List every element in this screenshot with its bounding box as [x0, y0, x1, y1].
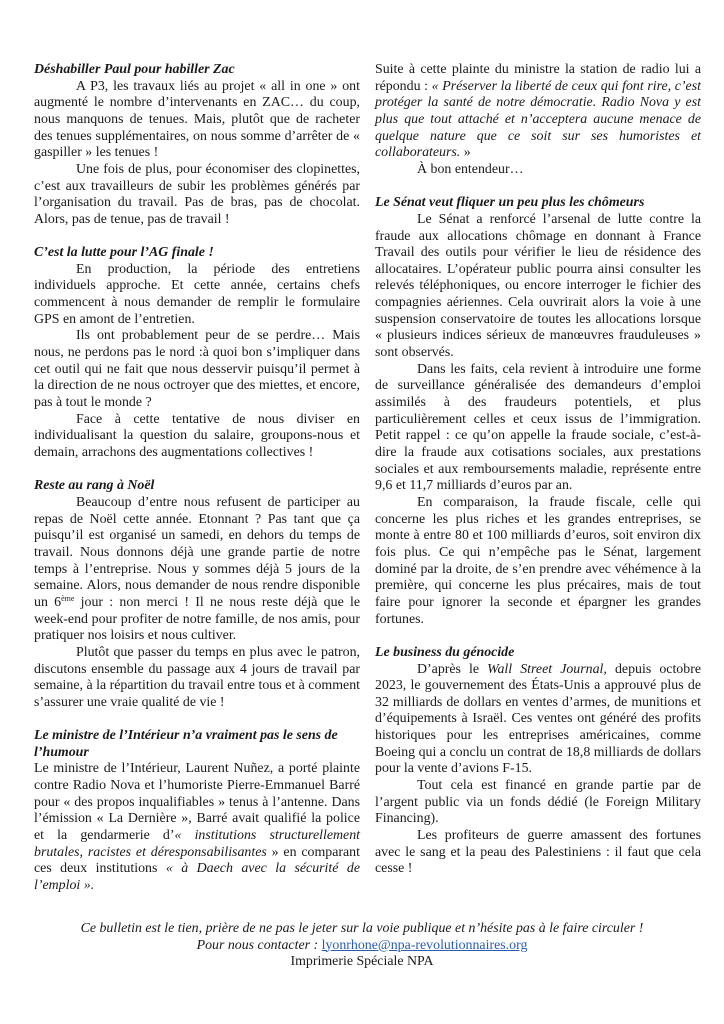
article-paragraph: Une fois de plus, pour économiser des clopinettes, c’est aux travailleurs de subir les problèmes générés par l’organisation du travail. Pas de bras, pas de chocolat. Alors, pas de tenue, pas de travail !	[34, 161, 360, 227]
article-ag-finale	[34, 245, 360, 462]
article-continuation-radio-nova	[375, 62, 701, 179]
article-title: Reste au rang à Noël	[34, 478, 155, 494]
text-segment: D’après le	[417, 661, 488, 677]
article-paragraph	[375, 662, 701, 779]
quote: « institutions structurellement brutales, racistes et déresponsabilisantes	[34, 828, 360, 860]
article-paragraph	[375, 62, 701, 162]
article-title: Le Sénat veut fliquer un peu plus les chômeurs	[375, 195, 645, 211]
article-title: C’est la lutte pour l’AG finale !	[34, 245, 214, 261]
left-column	[34, 62, 360, 911]
footer-contact	[0, 938, 724, 955]
article-business-genocide	[375, 645, 701, 878]
article-paragraph: Les profiteurs de guerre amassent des fortunes avec le sang et la peau des Palestiniens : il faut que cela cesse !	[375, 828, 701, 877]
article-paragraph: A P3, les travaux liés au projet « all in one » ont augmenté le nombre d’intervenants en ZAC… du coup, nous manquons de tenues. Mais, plutôt que de racheter des tenues supplémentaires, on nous somme d’arrêter de « gaspiller » les tenues !	[34, 78, 360, 161]
text-segment: » en comparant ces deux institutions	[34, 844, 360, 877]
article-deshabiller-paul	[34, 62, 360, 229]
article-paragraph: Le Sénat a renforcé l’arsenal de lutte contre la fraude aux allocations chômage en donnant à France Travail des outils pour vérifier le lieu de résidence des allocataires. L’opérateur public pourra ainsi consulter les relevés téléphoniques, ou encore interroger le fichier des compagnies aériennes. Cela ouvrirait alors la voie à une suspension conservatoire de toutes les allocations lorsque « plusieurs indices sérieux de manœuvres frauduleuses » sont observés.	[375, 211, 701, 361]
article-paragraph: Face à cette tentative de nous diviser en individualisant la question du salaire, groupons-nous et demain, arrachons des augmentations collectives !	[34, 411, 360, 461]
article-paragraph: Plutôt que passer du temps en plus avec le patron, discutons ensemble du passage aux 4 jours de travail par semaine, à la répartition du travail entre tous et à comment s’assurer une vraie qualité de vie !	[34, 644, 360, 710]
text-segment: Suite à cette plainte du ministre la station de radio lui a répondu :	[375, 62, 701, 94]
footer-printer: Imprimerie Spéciale NPA	[290, 954, 434, 969]
article-senat-chomeurs	[375, 195, 701, 628]
text-segment: jour : non merci ! Il ne nous reste déjà que le week-end pour profiter de notre famille, de nos amis, pour pratiquer nos loisirs et nous cultiver.	[34, 594, 361, 644]
article-title: Le ministre de l’Intérieur n’a vraiment pas le sens de l’humour	[34, 728, 338, 760]
article-paragraph: À bon entendeur…	[417, 161, 524, 177]
contact-label: Pour nous contacter :	[196, 937, 322, 953]
right-column	[375, 62, 701, 895]
article-paragraph: Ils ont probablement peur de se perdre… Mais nous, ne perdons pas le nord :à quoi bon s’impliquer dans cet outil qui ne fait que nous desservir puisqu’il permet à la direction de ne nous octroyer que des miettes, et encore, pas à tout le monde ?	[34, 328, 360, 411]
article-paragraph: En production, la période des entretiens individuels approche. Et cette année, certains chefs commencent à nous demander de remplir le formulaire GPS en amont de l’entretien.	[34, 261, 360, 327]
text-segment: , depuis octobre 2023, le gouvernement des États-Unis a approuvé plus de 32 milliards de dollars en ventes d’armes, de munitions et d’équipements à Israël. Ces ventes ont généré des profits historiques pour les entreprises américaines, comme Boeing qui a conclu un contrat de 18,8 milliards de dollars pour la vente d’avions F-15.	[375, 661, 701, 777]
contact-email-link[interactable]: lyonrhone@npa-revolutionnaires.org	[321, 937, 528, 953]
article-reste-au-rang	[34, 478, 360, 711]
footer-notice: Ce bulletin est le tien, prière de ne pas le jeter sur la voie publique et n’hésite pas à le faire circuler !	[80, 921, 644, 936]
publication-name: Wall Street Journal	[487, 661, 604, 677]
text-segment: »	[460, 145, 471, 161]
text-segment: Beaucoup d’entre nous refusent de participer au repas de Noël cette année. Etonnant ? Pas tant que ça puisqu’il est organisé un samedi, en dehors du temps de travail. Nous donnons déjà une grande partie de notre temps à l’entreprise. Nous y sommes déjà 5 jours de la semaine. Alors, nous demander de nous rendre disponible un 6	[34, 494, 360, 610]
quote: « à Daech avec la sécurité de l’emploi ».	[34, 861, 361, 893]
quote: « Préserver la liberté de ceux qui font rire, c’est protéger la santé de notre démocratie. Radio Nova y est plus que tout attaché et n’acceptera aucune menace de quelque nature que ce soit sur ses humoristes et collaborateurs.	[375, 78, 701, 161]
article-title: Le business du génocide	[375, 644, 515, 660]
article-paragraph: Dans les faits, cela revient à introduire une forme de surveillance généralisée des demandeurs d’emploi assimilés à des fraudeurs potentiels, et plus particulièrement celles et ceux issus de l’immigration. Petit rappel : ce qu’on appelle la fraude sociale, c’est-à-dire la fraude aux cotisations sociales, aux prestations sociales et aux remboursements maladie, représente entre 9,6 et 11,7 milliards d’euros par an.	[375, 361, 701, 494]
footer	[0, 921, 724, 971]
text-segment: Le ministre de l’Intérieur, Laurent Nuñez, a porté plainte contre Radio Nova et l’humoriste Pierre-Emmanuel Barré pour « des propos inqualifiables » tenus à l’antenne. Dans l’émission « La Dernière », Barré avait qualifié la police et la gendarmerie d’	[34, 761, 360, 843]
article-ministre-interieur	[34, 728, 360, 895]
article-paragraph: En comparaison, la fraude fiscale, celle qui concerne les plus riches et les grandes entreprises, se monte à entre 80 et 100 milliards d’euros, soit environ dix fois plus. Ce qui n’empêche pas le Sénat, largement dominé par la droite, de s’en prendre avec véhémence à la première, qui concerne les plus précaires, mais de tout faire pour ignorer la seconde et épargner les grandes fortunes.	[375, 495, 701, 627]
article-title: Déshabiller Paul pour habiller Zac	[34, 62, 235, 77]
article-paragraph	[34, 761, 360, 894]
superscript: ème	[61, 593, 75, 603]
article-paragraph: Tout cela est financé en grande partie par de l’argent public via un fonds dédié (le Foreign Military Financing).	[375, 778, 701, 827]
article-paragraph	[34, 495, 360, 645]
